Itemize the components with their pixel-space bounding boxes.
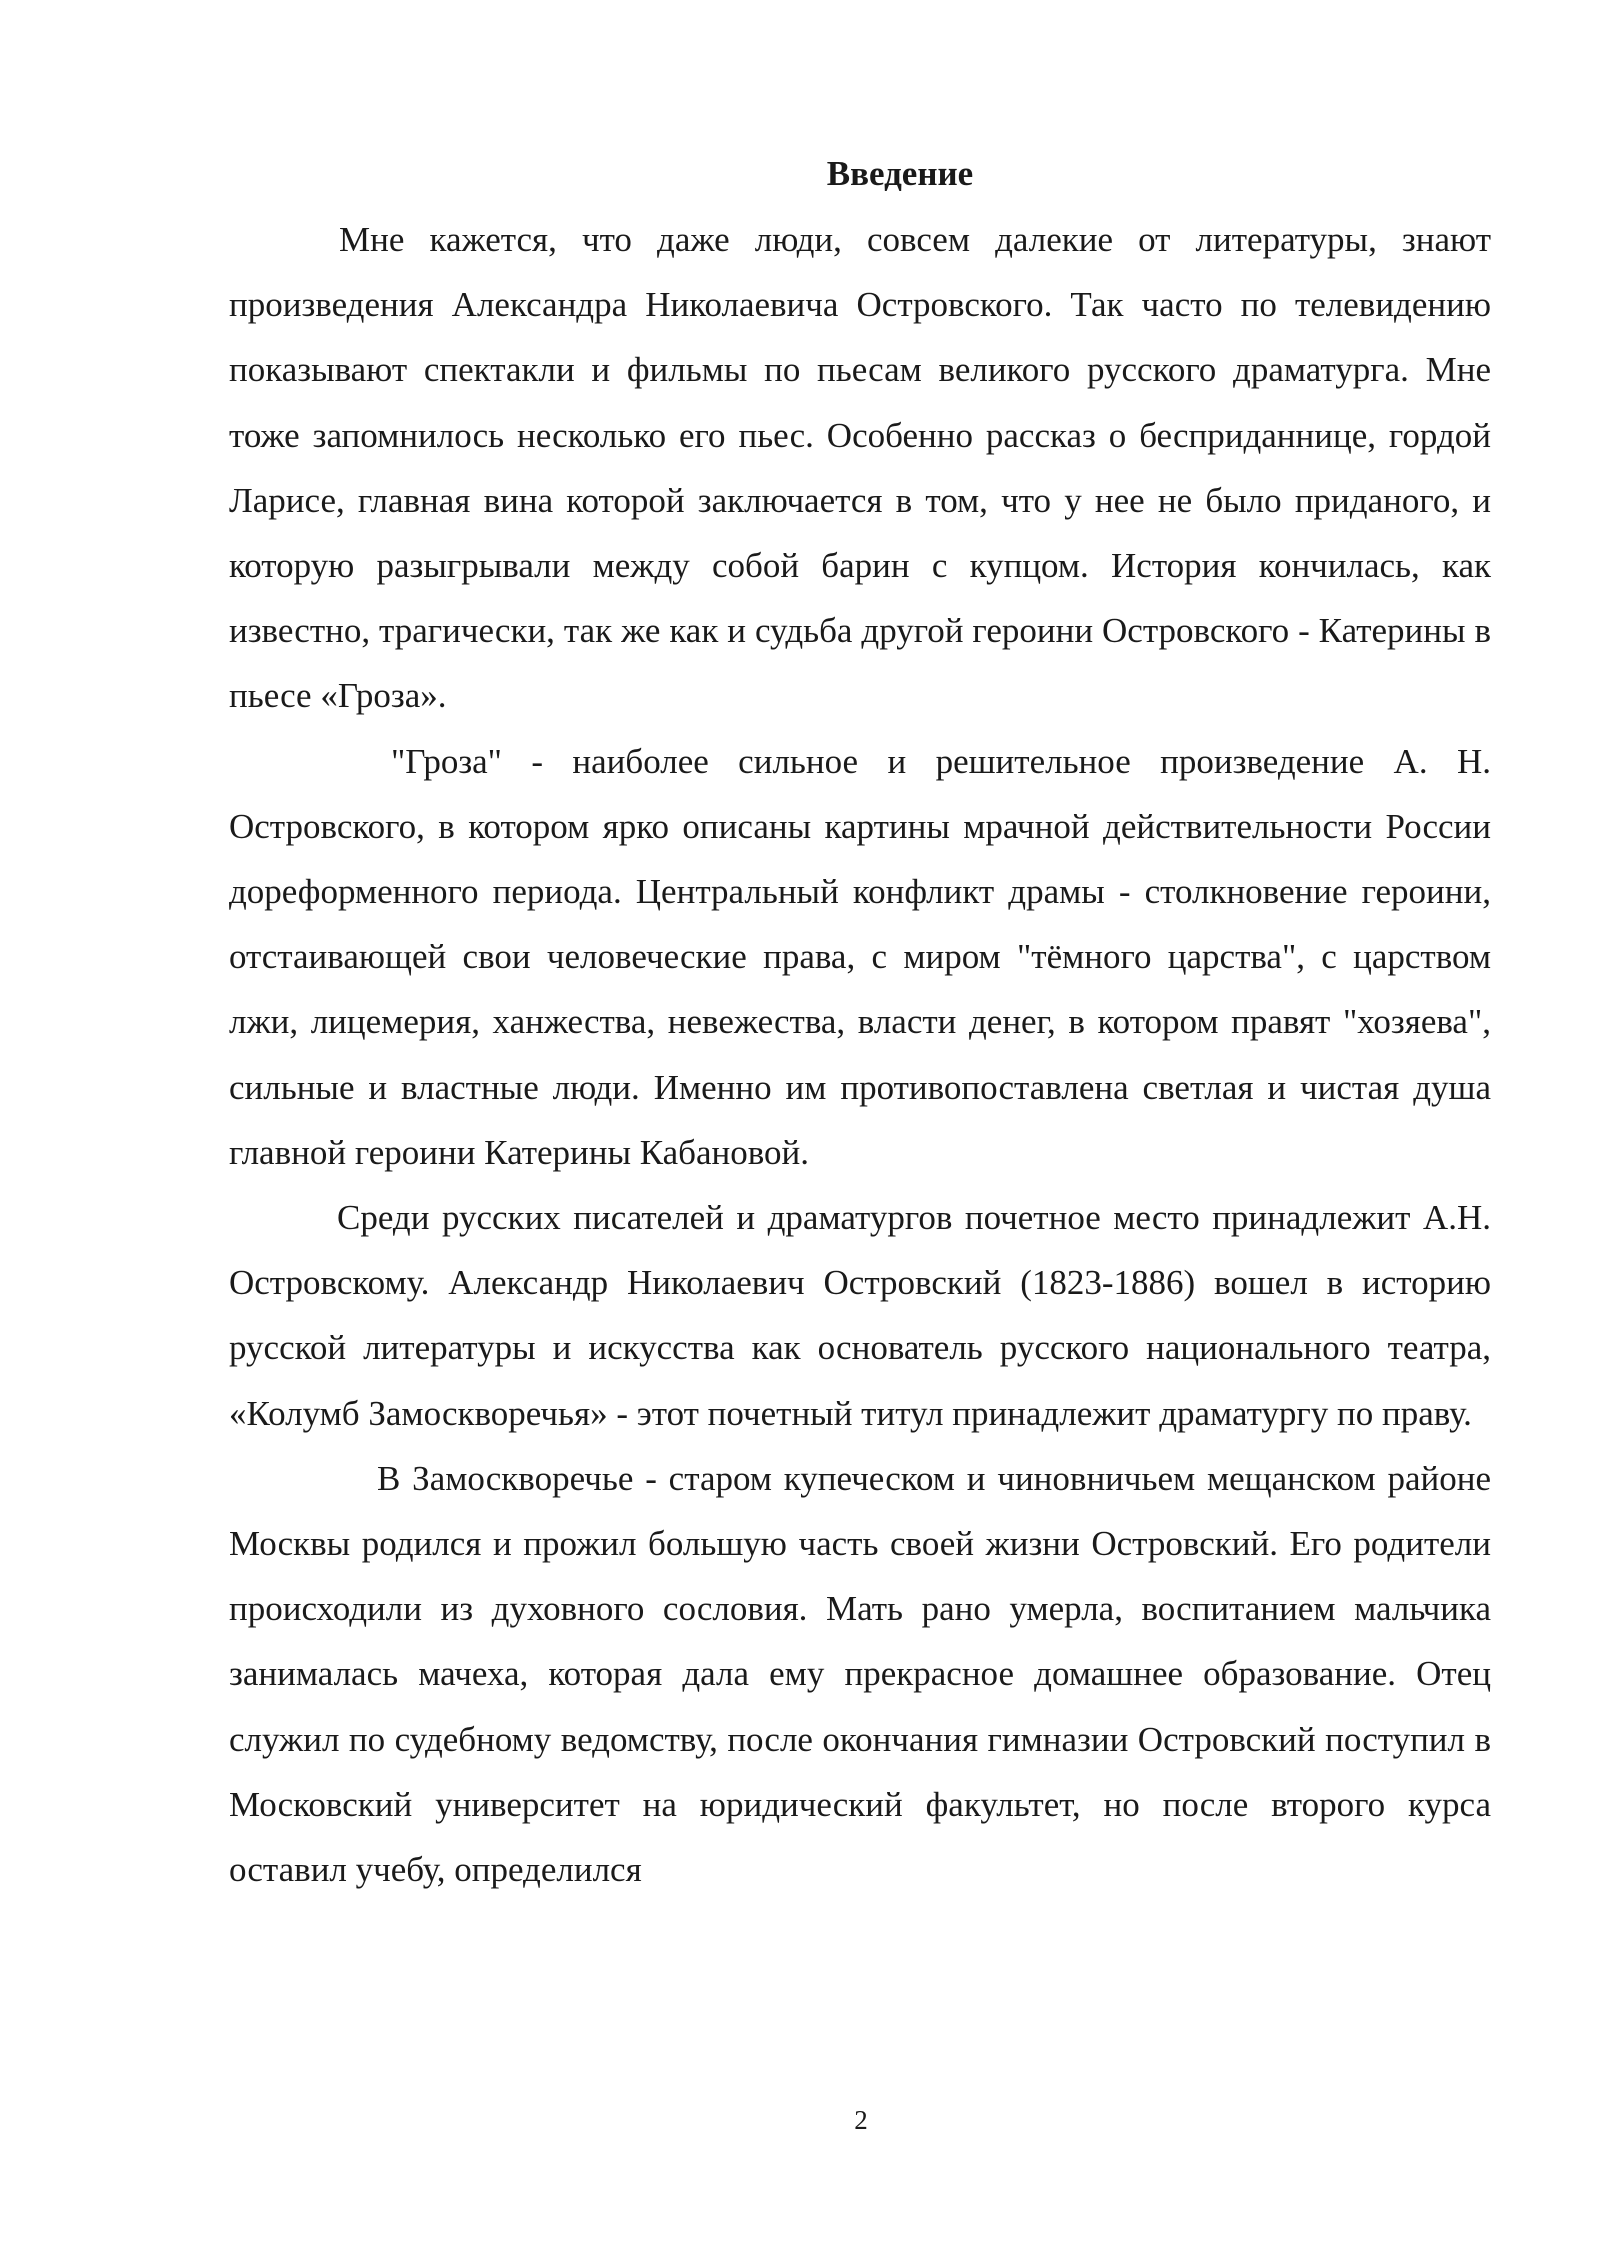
document-body: [229, 207, 1491, 1902]
paragraph-groza: "Гроза" - наиболее сильное и решительное произведение А. Н. Островского, в котором ярко описаны картины мрачной действительности России дореформенного периода. Центральный конфликт драмы - столкновение героини, отстаивающей свои человеческие права, с миром "тёмного царства", с царством лжи, лицемерия, ханжества, невежества, власти денег, в котором правят "хозяева", сильные и властные люди. Именно им противопоставлена светлая и чистая душа главной героини Катерины Кабановой.: [229, 741, 1491, 1172]
paragraph-intro: Мне кажется, что даже люди, совсем далекие от литературы, знают произведения Александра Николаевича Островского. Так часто по телевидению показывают спектакли и фильмы по пьесам великого русского драматурга. Мне тоже запомнилось несколько его пьес. Особенно рассказ о бесприданнице, гордой Ларисе, главная вина которой заключается в том, что у нее не было приданого, и которую разыгрывали между собой барин с купцом. История кончилась, как известно, трагически, так же как и судьба другой героини Островского - Катерины в пьесе «Гроза».: [229, 220, 1491, 716]
page-number: 2: [854, 2105, 868, 2135]
paragraph-zamoskvorechye: В Замоскворечье - старом купеческом и чиновничьем мещанском районе Москвы родился и прожил большую часть своей жизни Островский. Его родители происходили из духовного сословия. Мать рано умерла, воспитанием мальчика занималась мачеха, которая дала ему прекрасное домашнее образование. Отец служил по судебному ведомству, после окончания гимназии Островский поступил в Московский университет на юридический факультет, но после второго курса оставил учебу, определился: [229, 1458, 1491, 1890]
paragraph-ostrovsky: Среди русских писателей и драматургов почетное место принадлежит А.Н. Островскому. Александр Николаевич Островский (1823-1886) вошел в историю русской литературы и искусства как основатель русского национального театра, «Колумб Замоскворечья» - этот почетный титул принадлежит драматургу по праву.: [229, 1198, 1491, 1433]
page-title: Введение: [826, 154, 974, 193]
